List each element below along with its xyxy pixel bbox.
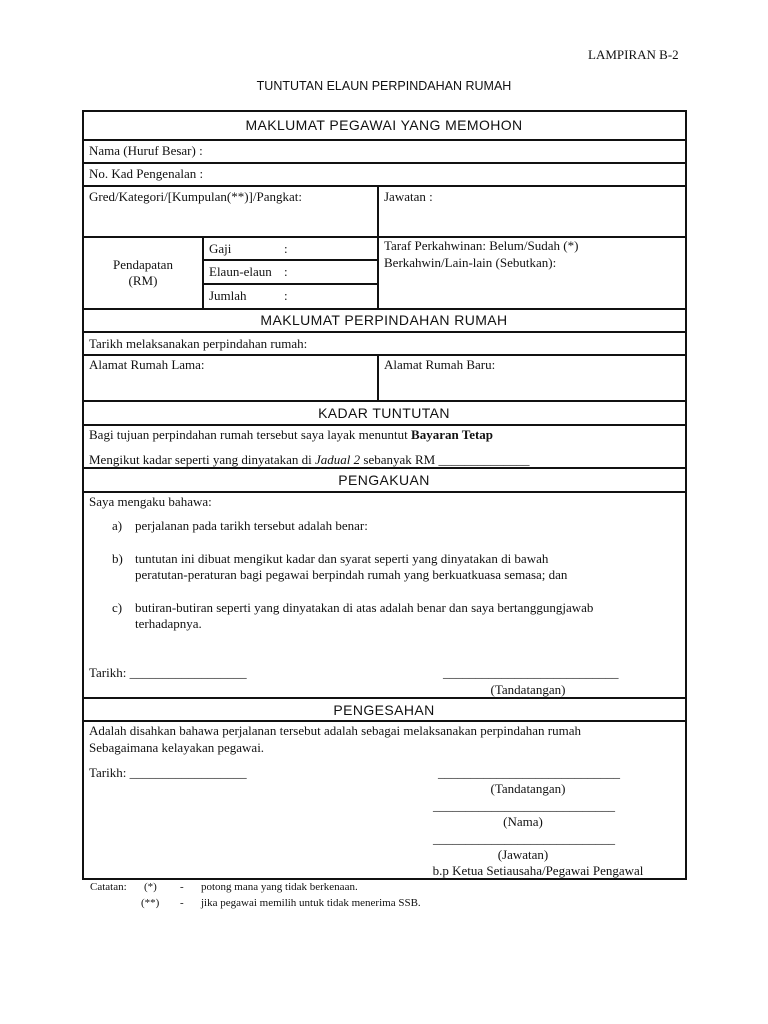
label-jawatan: Jawatan : [384,189,433,204]
catatan-dash-2: - [180,897,184,909]
label-taraf-perkahwinan: Taraf Perkahwinan: Belum/Sudah (*) [384,238,579,253]
pengesahan-text-1: Adalah disahkan bahawa perjalanan tersebut adalah sebagai melaksanakan perpindahan rumah [89,723,581,738]
pengakuan-item-b-line1: tuntutan ini dibuat mengikut kadar dan syarat seperti yang dinyatakan di bawah [135,551,549,566]
label-gred: Gred/Kategori/[Kumpulan(**)]/Pangkat: [89,189,302,204]
kadar-line-2: Mengikut kadar seperti yang dinyatakan di Jadual 2 sebanyak RM ______________ [89,452,530,467]
pengakuan-marker-c: c) [112,600,123,615]
pengakuan-tandatangan: (Tandatangan) [490,682,566,697]
label-elaun: Elaun-elaun [209,264,272,279]
colon-elaun: : [284,264,288,279]
pengakuan-item-c-line2: terhadapnya. [135,616,202,631]
label-pendapatan-rm: (RM) [128,273,158,288]
pengesahan-nama-line: ____________________________ [433,798,615,813]
pengakuan-signature-line: ___________________________ [443,665,619,680]
label-gaji: Gaji [209,241,232,256]
section-heading-pegawai: MAKLUMAT PEGAWAI YANG MEMOHON [245,117,523,133]
pengakuan-intro: Saya mengaku bahawa: [89,494,212,509]
pengesahan-jawatan: (Jawatan) [497,847,549,862]
pengakuan-tarikh: Tarikh: __________________ [89,665,247,680]
label-alamat-lama: Alamat Rumah Lama: [89,357,205,372]
pengakuan-item-a: perjalanan pada tarikh tersebut adalah benar: [135,518,368,533]
pengesahan-nama: (Nama) [503,814,543,829]
label-tarikh-perpindahan: Tarikh melaksanakan perpindahan rumah: [89,336,308,351]
section-heading-kadar: KADAR TUNTUTAN [318,405,450,421]
catatan-label: Catatan: [90,881,127,893]
colon-jumlah: : [284,288,288,303]
label-alamat-baru: Alamat Rumah Baru: [384,357,496,372]
pengesahan-tandatangan: (Tandatangan) [490,781,566,796]
catatan-note-1: potong mana yang tidak berkenaan. [201,881,358,893]
page-title: TUNTUTAN ELAUN PERPINDAHAN RUMAH [256,79,512,93]
label-taraf-lain: Berkahwin/Lain-lain (Sebutkan): [384,255,557,270]
lampiran-label: LAMPIRAN B-2 [588,47,679,62]
pengesahan-tarikh: Tarikh: __________________ [89,765,247,780]
section-heading-perpindahan: MAKLUMAT PERPINDAHAN RUMAH [260,312,508,328]
label-pendapatan: Pendapatan [113,257,173,272]
label-nama: Nama (Huruf Besar) : [89,143,203,158]
kadar-line-1: Bagi tujuan perpindahan rumah tersebut saya layak menuntut Bayaran Tetap [89,427,494,442]
section-heading-pengakuan: PENGAKUAN [338,472,430,488]
pengakuan-marker-a: a) [112,518,123,533]
pengakuan-item-b-line2: peratutan-peraturan bagi pegawai berpindah rumah yang berkuatkuasa semasa; dan [135,567,568,582]
pengesahan-text-2: Sebagaimana kelayakan pegawai. [89,740,265,755]
label-jumlah: Jumlah [209,288,247,303]
pengesahan-bp: b.p Ketua Setiausaha/Pegawai Pengawal [432,863,644,878]
pengesahan-signature-line: ____________________________ [438,765,620,780]
label-kad-pengenalan: No. Kad Pengenalan : [89,166,204,181]
catatan-symbol-1: (*) [144,881,157,893]
colon-gaji: : [284,241,288,256]
pengakuan-marker-b: b) [112,551,123,566]
catatan-note-2: jika pegawai memilih untuk tidak menerima SSB. [201,897,421,909]
catatan-symbol-2: (**) [141,897,160,909]
section-heading-pengesahan: PENGESAHAN [333,702,435,718]
pengesahan-jawatan-line: ____________________________ [433,831,615,846]
pengakuan-item-c-line1: butiran-butiran seperti yang dinyatakan di atas adalah benar dan saya bertanggungjawab [135,600,594,615]
catatan-dash-1: - [180,881,184,893]
